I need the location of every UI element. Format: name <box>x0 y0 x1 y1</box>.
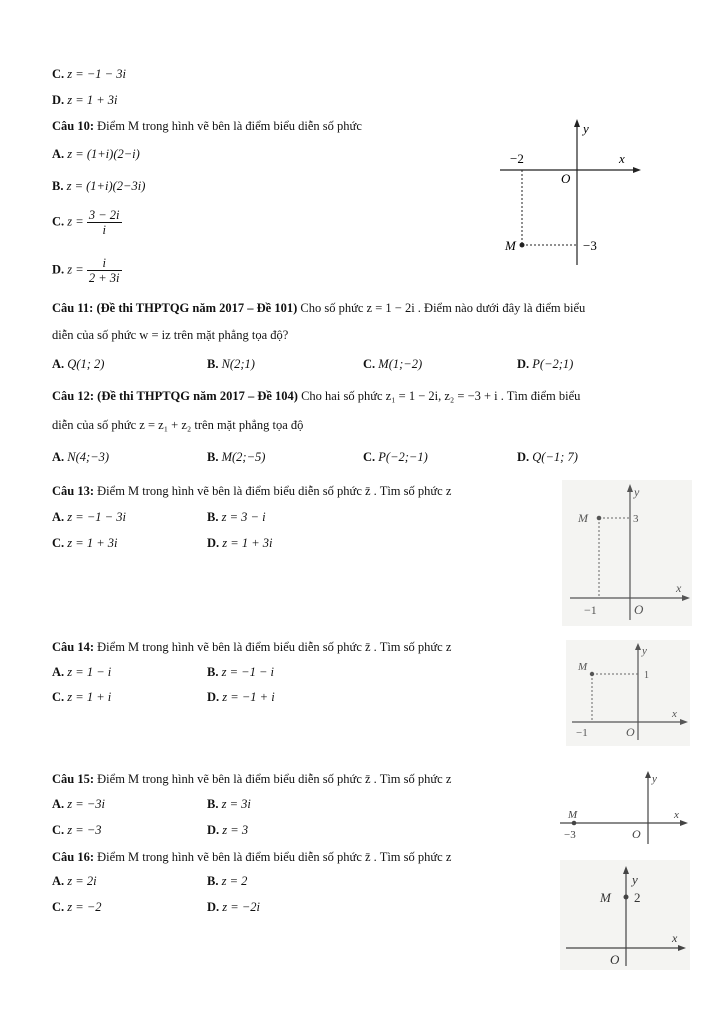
figure-background <box>562 480 692 626</box>
question-12: Câu 12: (Đề thi THPTQG năm 2017 – Đề 104) Cho hai số phức z₁ = 1 − 2i, z₂ = −3 + i . Tìm điểm biểu <box>52 389 581 403</box>
x-label: x <box>674 809 679 821</box>
x-value-label: −1 <box>576 727 588 739</box>
x-value-label: −3 <box>564 829 576 841</box>
x-label: x <box>619 151 625 166</box>
q16-option-d: D. z = −2i <box>207 900 260 914</box>
point-m <box>572 821 577 826</box>
q16-option-b: B. z = 2 <box>207 874 248 888</box>
arrow-icon <box>645 771 651 778</box>
fraction: $\frac{3 - 2i}{i}$ <box>88 208 120 237</box>
q13-option-a: A. z = −1 − 3i <box>52 510 126 524</box>
arrow-icon <box>574 119 580 127</box>
q12-option-d: D. Q(−1; 7) <box>517 450 578 464</box>
x-label: x <box>676 581 682 595</box>
point-m <box>520 243 525 248</box>
point-m <box>597 516 602 521</box>
q13-figure <box>562 480 692 626</box>
y-label: y <box>632 872 638 887</box>
q14-option-a: A. z = 1 − i <box>52 665 112 679</box>
q13-option-b: B. z = 3 − i <box>207 510 266 524</box>
origin-label: O <box>634 602 644 617</box>
y-label: y <box>642 645 647 657</box>
q10-option-c: C. z = $\frac{3 - 2i}{i}$ <box>52 208 120 237</box>
q10-option-a: A. z = (1+i)(2−i) <box>52 147 140 161</box>
q16-option-c: C. z = −2 <box>52 900 102 914</box>
y-value-label: −3 <box>583 238 597 253</box>
q13-option-c: C. z = 1 + 3i <box>52 536 118 550</box>
q11-option-a: A. Q(1; 2) <box>52 357 105 371</box>
point-m-label: M <box>600 890 611 905</box>
q11-option-b: B. N(2;1) <box>207 357 255 371</box>
x-label: x <box>672 708 677 720</box>
origin-label: O <box>626 725 635 739</box>
point-m-label: M <box>578 661 588 673</box>
option-c-prev: C. z = −1 − 3i <box>52 67 126 81</box>
q12-option-c: C. P(−2;−1) <box>363 450 428 464</box>
y-value-label: 2 <box>634 890 641 905</box>
q14-figure <box>566 640 690 746</box>
q16-figure <box>560 860 690 970</box>
q16-option-a: A. z = 2i <box>52 874 97 888</box>
question-11: Câu 11: (Đề thi THPTQG năm 2017 – Đề 101) Cho số phức z = 1 − 2i . Điểm nào dưới đây là điểm biểu <box>52 301 586 315</box>
q15-option-a: A. z = −3i <box>52 797 105 811</box>
q11-option-c: C. M(1;−2) <box>363 357 423 371</box>
q15-option-d: D. z = 3 <box>207 823 249 837</box>
origin-label: O <box>610 952 620 967</box>
point-m <box>590 672 594 676</box>
option-d-prev: D. z = 1 + 3i <box>52 93 118 107</box>
q11-option-d: D. P(−2;1) <box>517 357 574 371</box>
question-16: Câu 16: Điểm M trong hình vẽ bên là điểm biểu diễn số phức z̄ . Tìm số phức z <box>52 850 452 864</box>
q14-option-d: D. z = −1 + i <box>207 690 275 704</box>
arrow-icon <box>633 167 641 173</box>
y-value-label: 1 <box>644 670 649 681</box>
y-label: y <box>583 121 589 136</box>
arrow-icon <box>680 820 688 826</box>
question-10: Câu 10: Điểm M trong hình vẽ bên là điểm biểu diễn số phức <box>52 119 362 133</box>
point-m <box>624 895 629 900</box>
question-11-cont: diễn của số phức w = iz trên mặt phẳng tọa độ? <box>52 328 289 342</box>
y-label: y <box>652 773 657 785</box>
q15-figure <box>556 768 692 848</box>
point-m-label: M <box>505 238 516 253</box>
point-m-label: M <box>578 511 588 525</box>
q15-option-b: B. z = 3i <box>207 797 251 811</box>
x-value-label: −2 <box>510 151 524 166</box>
figure-background <box>560 860 690 970</box>
question-15: Câu 15: Điểm M trong hình vẽ bên là điểm biểu diễn số phức z̄ . Tìm số phức z <box>52 772 452 786</box>
q12-option-b: B. M(2;−5) <box>207 450 266 464</box>
y-label: y <box>634 485 640 499</box>
q15-option-c: C. z = −3 <box>52 823 102 837</box>
x-value-label: −1 <box>584 603 597 617</box>
q10-option-d: D. z = $\frac{i}{2 + 3i}$ <box>52 256 120 285</box>
q13-option-d: D. z = 1 + 3i <box>207 536 273 550</box>
q14-option-c: C. z = 1 + i <box>52 690 112 704</box>
question-13: Câu 13: Điểm M trong hình vẽ bên là điểm biểu diễn số phức z̄ . Tìm số phức z <box>52 484 452 498</box>
x-label: x <box>672 931 678 945</box>
origin-label: O <box>632 827 641 841</box>
q14-option-b: B. z = −1 − i <box>207 665 274 679</box>
y-value-label: 3 <box>633 513 639 525</box>
q10-option-b: B. z = (1+i)(2−3i) <box>52 179 146 193</box>
fraction: $\frac{i}{2 + 3i}$ <box>88 256 120 285</box>
origin-label: O <box>561 171 571 186</box>
question-12-cont: diễn của số phức z = z₁ + z₂ trên mặt phẳng tọa độ <box>52 418 304 432</box>
point-m-label: M <box>568 809 578 821</box>
question-14: Câu 14: Điểm M trong hình vẽ bên là điểm biểu diễn số phức z̄ . Tìm số phức z <box>52 640 452 654</box>
q12-option-a: A. N(4;−3) <box>52 450 110 464</box>
q10-figure <box>495 115 645 270</box>
